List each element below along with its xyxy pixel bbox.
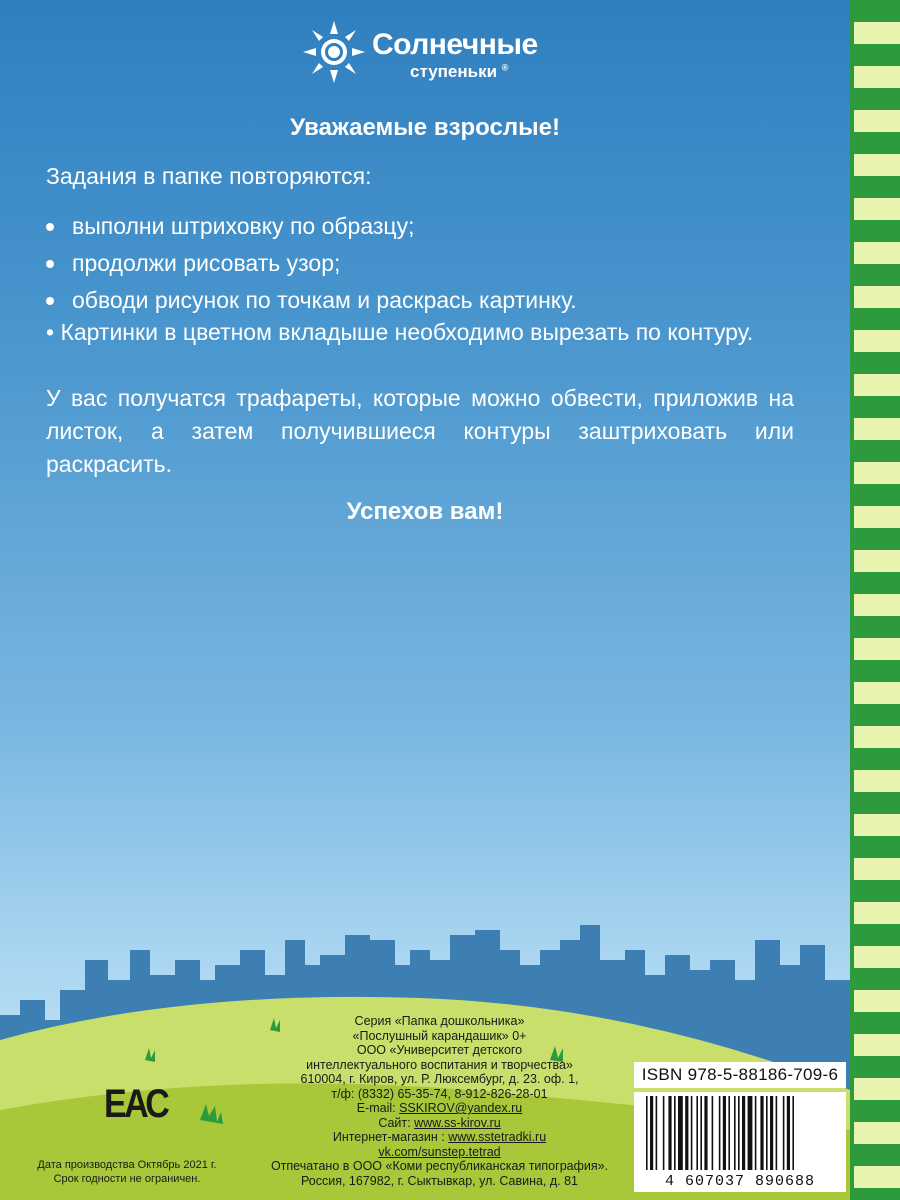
publisher-line: ООО «Университет детского — [356, 1043, 523, 1057]
shop-line: Интернет-магазин : www.sstetradki.ru — [332, 1130, 547, 1144]
barcode-bar — [766, 1096, 768, 1170]
isbn-label: ISBN 978-5-88186-709-6 — [634, 1062, 846, 1088]
sun-icon — [300, 18, 370, 88]
phone-line: т/ф: (8332) 65-35-74, 8-912-826-28-01 — [331, 1086, 548, 1101]
barcode-bar — [728, 1096, 730, 1170]
striped-border — [850, 0, 900, 1200]
barcode-bar — [691, 1096, 693, 1170]
barcode-bar — [650, 1096, 653, 1170]
barcode-bar — [685, 1096, 688, 1170]
list-item: продолжи рисовать узор; — [46, 245, 806, 282]
paragraph-stencils: У вас получатся трафареты, которые можно обвести, приложив на листок, а затем получившиеся контуры заштриховать или раскрасить. — [46, 385, 794, 477]
email-link: SSKIROV@yandex.ru — [399, 1101, 523, 1115]
task-list — [46, 208, 806, 319]
bullet-icon — [46, 223, 54, 231]
list-item: выполни штриховку по образцу; — [46, 208, 806, 245]
printer-address-line: Россия, 167982, г. Сыктывкар, ул. Савина, д. 81 — [300, 1173, 579, 1188]
closing-text: Успехов вам! — [346, 498, 504, 525]
logo-subtitle: ступеньки ® — [410, 62, 509, 81]
publisher-line: интеллектуального воспитания и творчества» — [306, 1057, 573, 1072]
barcode-bar — [712, 1096, 714, 1170]
title-line: «Послушный карандашик» 0+ — [352, 1028, 527, 1043]
paragraph-cutout: • Картинки в цветном вкладыше необходимо вырезать по контуру. — [46, 319, 754, 345]
striped-border-edge — [850, 0, 854, 1200]
address-line: 610004, г. Киров, ул. Р. Люксембург, д. 23. оф. 1, — [300, 1072, 579, 1086]
barcode-bar — [734, 1096, 736, 1170]
barcode-bar — [668, 1096, 671, 1170]
barcode-bar — [700, 1096, 702, 1170]
barcode-bar — [742, 1096, 745, 1170]
printed-line: Отпечатано в ООО «Коми республиканская типография». — [270, 1159, 609, 1173]
production-info — [22, 1158, 232, 1186]
shelf-life: Срок годности не ограничен. — [53, 1173, 201, 1185]
bullet-icon — [46, 297, 54, 305]
barcode-bar — [696, 1096, 698, 1170]
list-item: обводи рисунок по точкам и раскрась картинку. — [46, 282, 806, 319]
logo-title: Солнечные — [372, 28, 538, 61]
eac-certification-mark: ЕАС — [104, 1082, 168, 1126]
barcode-bar — [738, 1096, 740, 1170]
email-line: E-mail: SSKIROV@yandex.ru — [356, 1101, 523, 1115]
barcode-bar — [776, 1096, 778, 1170]
barcode-bars — [634, 1092, 846, 1174]
barcode-bar — [656, 1096, 658, 1170]
site-link: www.ss-kirov.ru — [414, 1115, 501, 1130]
vk-link: vk.com/sunstep.tetrad — [378, 1144, 501, 1159]
barcode-bar — [748, 1096, 753, 1170]
site-line: Сайт: www.ss-kirov.ru — [378, 1115, 501, 1130]
barcode-bar — [663, 1096, 665, 1170]
intro-text: Задания в папке повторяются: — [46, 163, 372, 189]
barcode-bar — [770, 1096, 773, 1170]
barcode-bar — [646, 1096, 648, 1170]
imprint-block — [262, 1014, 617, 1188]
barcode-number: 4 607037 890688 — [634, 1173, 846, 1190]
barcode-bar — [723, 1096, 726, 1170]
bullet-icon — [46, 260, 54, 268]
barcode-bar — [783, 1096, 785, 1170]
page-heading: Уважаемые взрослые! — [290, 114, 560, 141]
barcode-bar — [787, 1096, 790, 1170]
barcode-bar — [674, 1096, 676, 1170]
barcode-bar — [792, 1096, 794, 1170]
shop-link: www.sstetradki.ru — [448, 1130, 547, 1144]
barcode-bar — [755, 1096, 757, 1170]
production-date: Дата производства Октябрь 2021 г. — [37, 1159, 217, 1171]
series-line: Серия «Папка дошкольника» — [354, 1014, 525, 1028]
barcode — [634, 1092, 846, 1192]
barcode-bar — [678, 1096, 683, 1170]
barcode-bar — [760, 1096, 763, 1170]
publisher-logo — [300, 18, 560, 88]
barcode-bar — [719, 1096, 721, 1170]
barcode-bar — [704, 1096, 707, 1170]
